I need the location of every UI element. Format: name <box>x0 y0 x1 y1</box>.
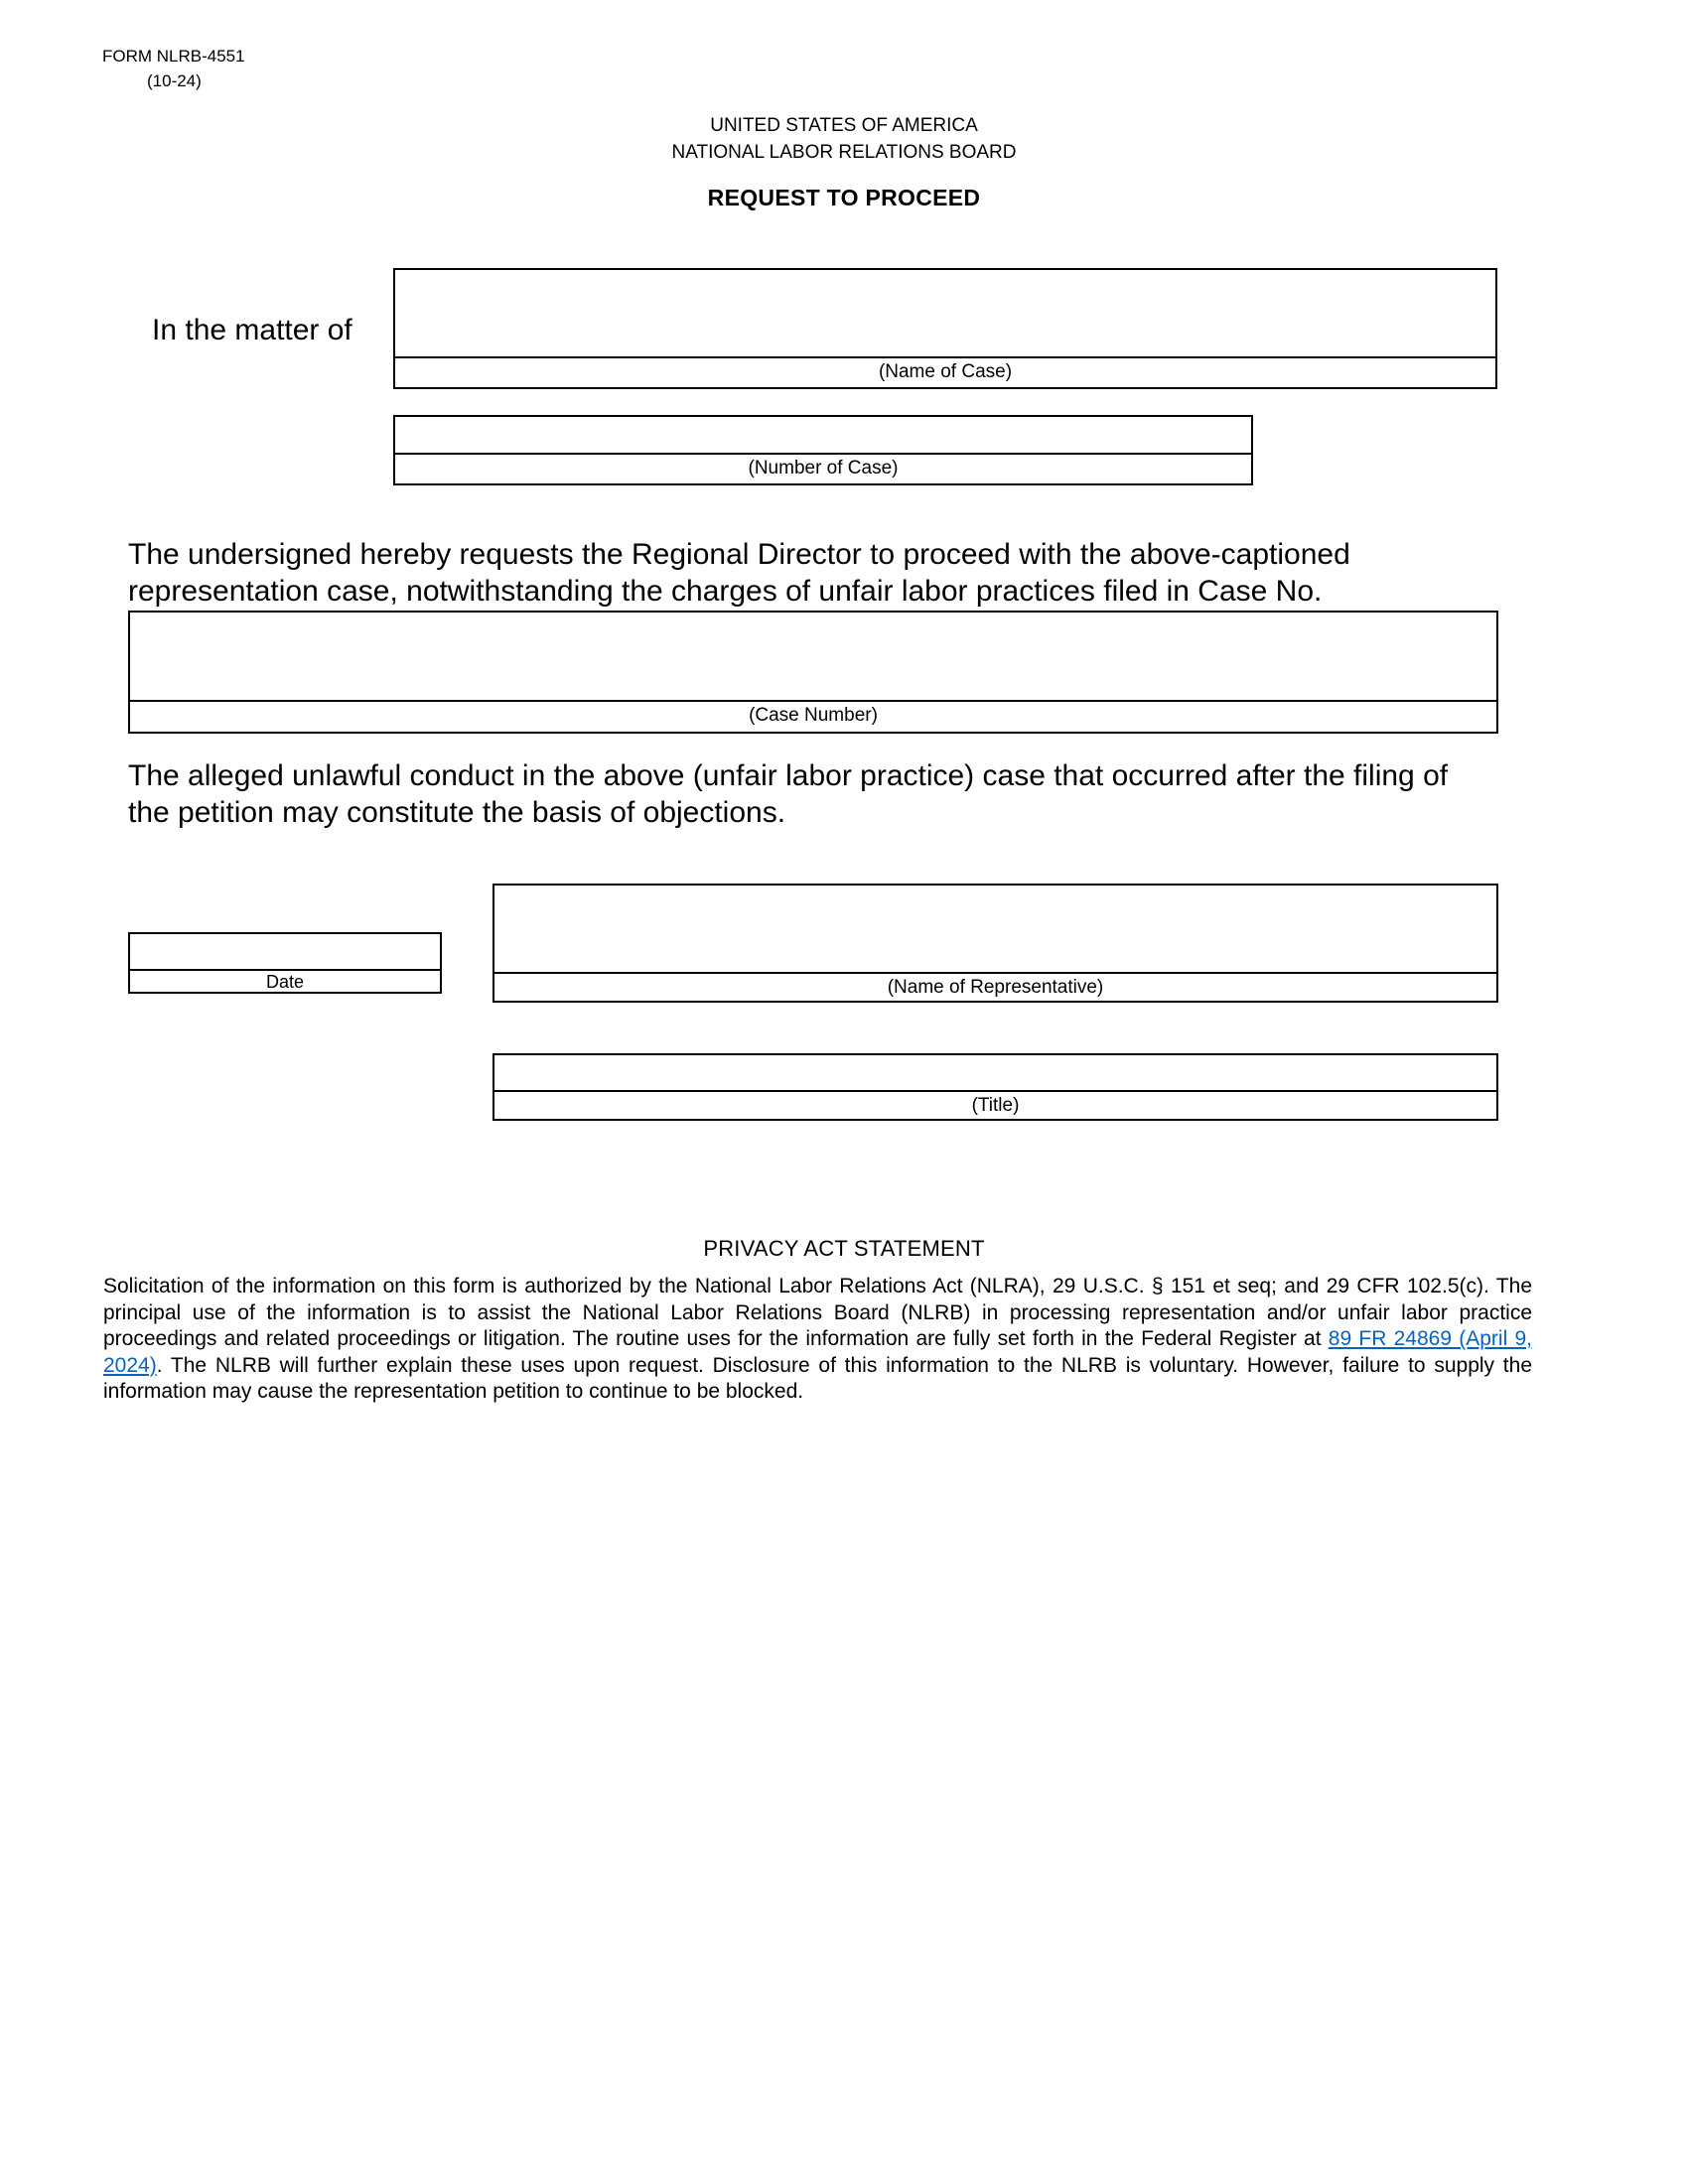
federal-register-link[interactable]: 89 FR 24869 (April 9, 2024) <box>103 1327 1532 1377</box>
date-input[interactable] <box>130 934 440 969</box>
form-title: REQUEST TO PROCEED <box>707 185 981 210</box>
date-caption: Date <box>130 969 440 992</box>
name-of-representative-field <box>492 884 1498 1003</box>
privacy-text-before-link: Solicitation of the information on this form is authorized by the National Labor Relations Act (NLRA), 29 U.S.C. § 151 et seq; and 29 CFR 102.5(c). The principal use of the information is to assist the National Labor Relations Board (NLRB) in processing representation and/or unfair labor practice proceedings and related proceedings or litigation. The routine uses for the information are fully set forth in the Federal Register at <box>103 1275 1532 1350</box>
title-caption: (Title) <box>494 1090 1496 1119</box>
form-number-block <box>102 44 245 93</box>
agency-header-line2: NATIONAL LABOR RELATIONS BOARD <box>671 142 1017 163</box>
name-of-case-caption: (Name of Case) <box>395 356 1495 387</box>
number-of-case-caption: (Number of Case) <box>395 453 1251 483</box>
agency-header <box>0 112 1688 166</box>
in-the-matter-of-label: In the matter of <box>152 314 352 346</box>
agency-header-line1: UNITED STATES OF AMERICA <box>710 115 978 136</box>
form-revision: (10-24) <box>147 71 202 90</box>
title-field <box>492 1053 1498 1121</box>
number-of-case-field <box>393 415 1253 485</box>
privacy-act-heading: PRIVACY ACT STATEMENT <box>703 1236 985 1261</box>
case-number-caption: (Case Number) <box>130 700 1496 732</box>
request-paragraph: The undersigned hereby requests the Regional Director to proceed with the above-captioned representation case, notwithstanding the charges of unfair labor practices filed in Case No. <box>128 538 1350 608</box>
alleged-conduct-paragraph: The alleged unlawful conduct in the above (unfair labor practice) case that occurred after the filing of the petition may constitute the basis of objections. <box>128 759 1449 829</box>
number-of-case-input[interactable] <box>395 417 1251 453</box>
privacy-act-text <box>103 1274 1532 1406</box>
privacy-text-after-link: . The NLRB will further explain these uses upon request. Disclosure of this information to the NLRB is voluntary. However, failure to supply the information may cause the representation petition to continue to be blocked. <box>103 1353 1532 1403</box>
title-input[interactable] <box>494 1055 1496 1090</box>
name-of-case-input[interactable] <box>395 270 1495 356</box>
case-number-field <box>128 611 1498 734</box>
date-field <box>128 932 442 994</box>
case-number-input[interactable] <box>130 613 1496 700</box>
name-of-representative-caption: (Name of Representative) <box>494 972 1496 1001</box>
form-number: FORM NLRB-4551 <box>102 47 245 66</box>
name-of-case-field <box>393 268 1497 389</box>
name-of-representative-input[interactable] <box>494 886 1496 972</box>
